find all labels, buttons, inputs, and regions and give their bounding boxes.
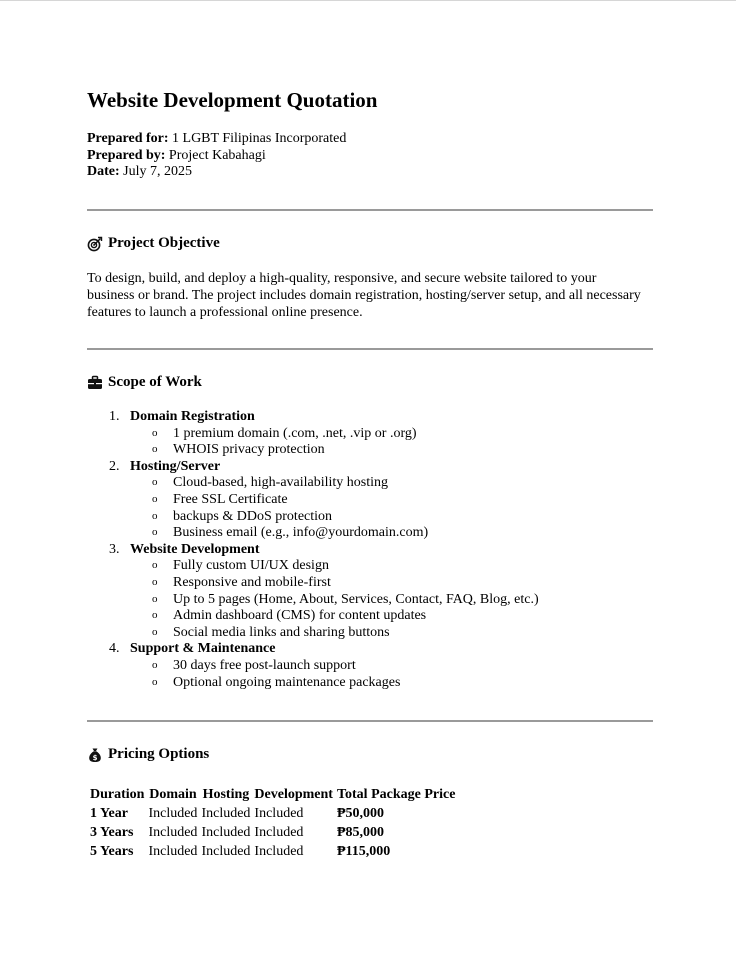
scope-subitem: o WHOIS privacy protection [130, 442, 653, 459]
duration-cell: 3 Years [90, 824, 134, 840]
page-title: Website Development Quotation [87, 88, 378, 112]
scope-subitem: o Cloud-based, high-availability hosting [130, 475, 653, 492]
scope-subitem: o 30 days free post-launch support [130, 658, 653, 675]
scope-subitem: o Social media links and sharing buttons [130, 625, 653, 642]
money-bag-icon [87, 747, 103, 763]
date-label: Date: [87, 164, 120, 179]
scope-subitem: o Optional ongoing maintenance packages [130, 675, 653, 692]
hosting-cell: Included [201, 805, 251, 821]
development-cell: Included [254, 805, 304, 821]
scope-heading-text: Scope of Work [108, 374, 202, 390]
column-header: Hosting [202, 786, 250, 802]
scope-item-number: 3. [109, 541, 120, 557]
objective-heading [87, 235, 220, 252]
scope-subitem: o backups & DDoS protection [130, 509, 653, 526]
scope-sublist [130, 475, 653, 541]
scope-item-number: 4. [109, 641, 120, 657]
domain-cell: Included [148, 805, 198, 821]
scope-subitem: o Responsive and mobile-first [130, 575, 653, 592]
scope-heading [87, 374, 202, 391]
hosting-cell: Included [201, 843, 251, 859]
development-cell: Included [254, 843, 304, 859]
briefcase-icon [87, 375, 103, 391]
scope-sublist [130, 658, 653, 691]
prepared-for-line [87, 131, 346, 148]
prepared-by-value: Project Kabahagi [168, 147, 266, 163]
scope-subitem: o Fully custom UI/UX design [130, 558, 653, 575]
table-row [89, 824, 456, 841]
scope-item-development [87, 542, 653, 642]
total-price-cell: ₱85,000 [336, 824, 385, 840]
scope-subitem: o Free SSL Certificate [130, 492, 653, 509]
svg-text:$: $ [92, 753, 98, 762]
total-price-cell: ₱115,000 [336, 843, 391, 859]
scope-item-domain [87, 409, 653, 459]
scope-subitem: o Business email (e.g., info@yourdomain.com) [130, 525, 653, 542]
prepared-for-value: 1 LGBT Filipinas Incorporated [172, 131, 347, 146]
column-header: Duration [90, 786, 145, 802]
section-divider [87, 209, 653, 211]
total-price-cell: ₱50,000 [336, 805, 385, 821]
pricing-heading-text: Pricing Options [108, 746, 210, 762]
date-value: July 7, 2025 [123, 164, 192, 179]
objective-heading-text: Project Objective [108, 235, 220, 251]
column-header: Development [254, 786, 333, 802]
section-divider [87, 720, 653, 722]
domain-cell: Included [148, 843, 198, 859]
duration-cell: 5 Years [90, 843, 134, 859]
prepared-for-label: Prepared for: [87, 131, 169, 146]
prepared-by-label: Prepared by: [87, 147, 166, 163]
hosting-cell: Included [201, 824, 251, 840]
scope-item-number: 2. [109, 458, 120, 474]
column-header: Total Package Price [336, 786, 456, 802]
date-line [87, 164, 346, 181]
objective-text: To design, build, and deploy a high-quality, responsive, and secure website tailored to your business or brand. The project includes domain registration, hosting/server setup, and all necessary features to launch a professional online presence. [87, 271, 641, 320]
scope-list [87, 409, 653, 691]
prepared-by-line [87, 148, 346, 165]
scope-item-support [87, 641, 653, 691]
scope-item-title: Website Development [130, 541, 260, 557]
scope-subitem: o Admin dashboard (CMS) for content updates [130, 608, 653, 625]
domain-cell: Included [148, 824, 198, 840]
table-row [89, 805, 456, 822]
duration-cell: 1 Year [90, 805, 128, 821]
scope-item-hosting [87, 459, 653, 542]
development-cell: Included [254, 824, 304, 840]
top-border [0, 0, 736, 1]
target-icon [87, 236, 103, 252]
column-header: Domain [149, 786, 197, 802]
scope-item-title: Support & Maintenance [130, 641, 276, 657]
scope-sublist [130, 426, 653, 459]
scope-item-title: Domain Registration [130, 409, 255, 424]
pricing-header-row [89, 786, 456, 803]
scope-item-title: Hosting/Server [130, 458, 221, 474]
scope-subitem: o Up to 5 pages (Home, About, Services, Contact, FAQ, Blog, etc.) [130, 592, 653, 609]
quotation-meta [87, 131, 346, 181]
pricing-heading [87, 746, 209, 763]
section-divider [87, 348, 653, 350]
scope-sublist [130, 558, 653, 641]
table-row [89, 843, 456, 860]
scope-subitem: o 1 premium domain (.com, .net, .vip or .org) [130, 426, 653, 443]
scope-item-number: 1. [109, 409, 120, 424]
pricing-table [87, 784, 458, 862]
